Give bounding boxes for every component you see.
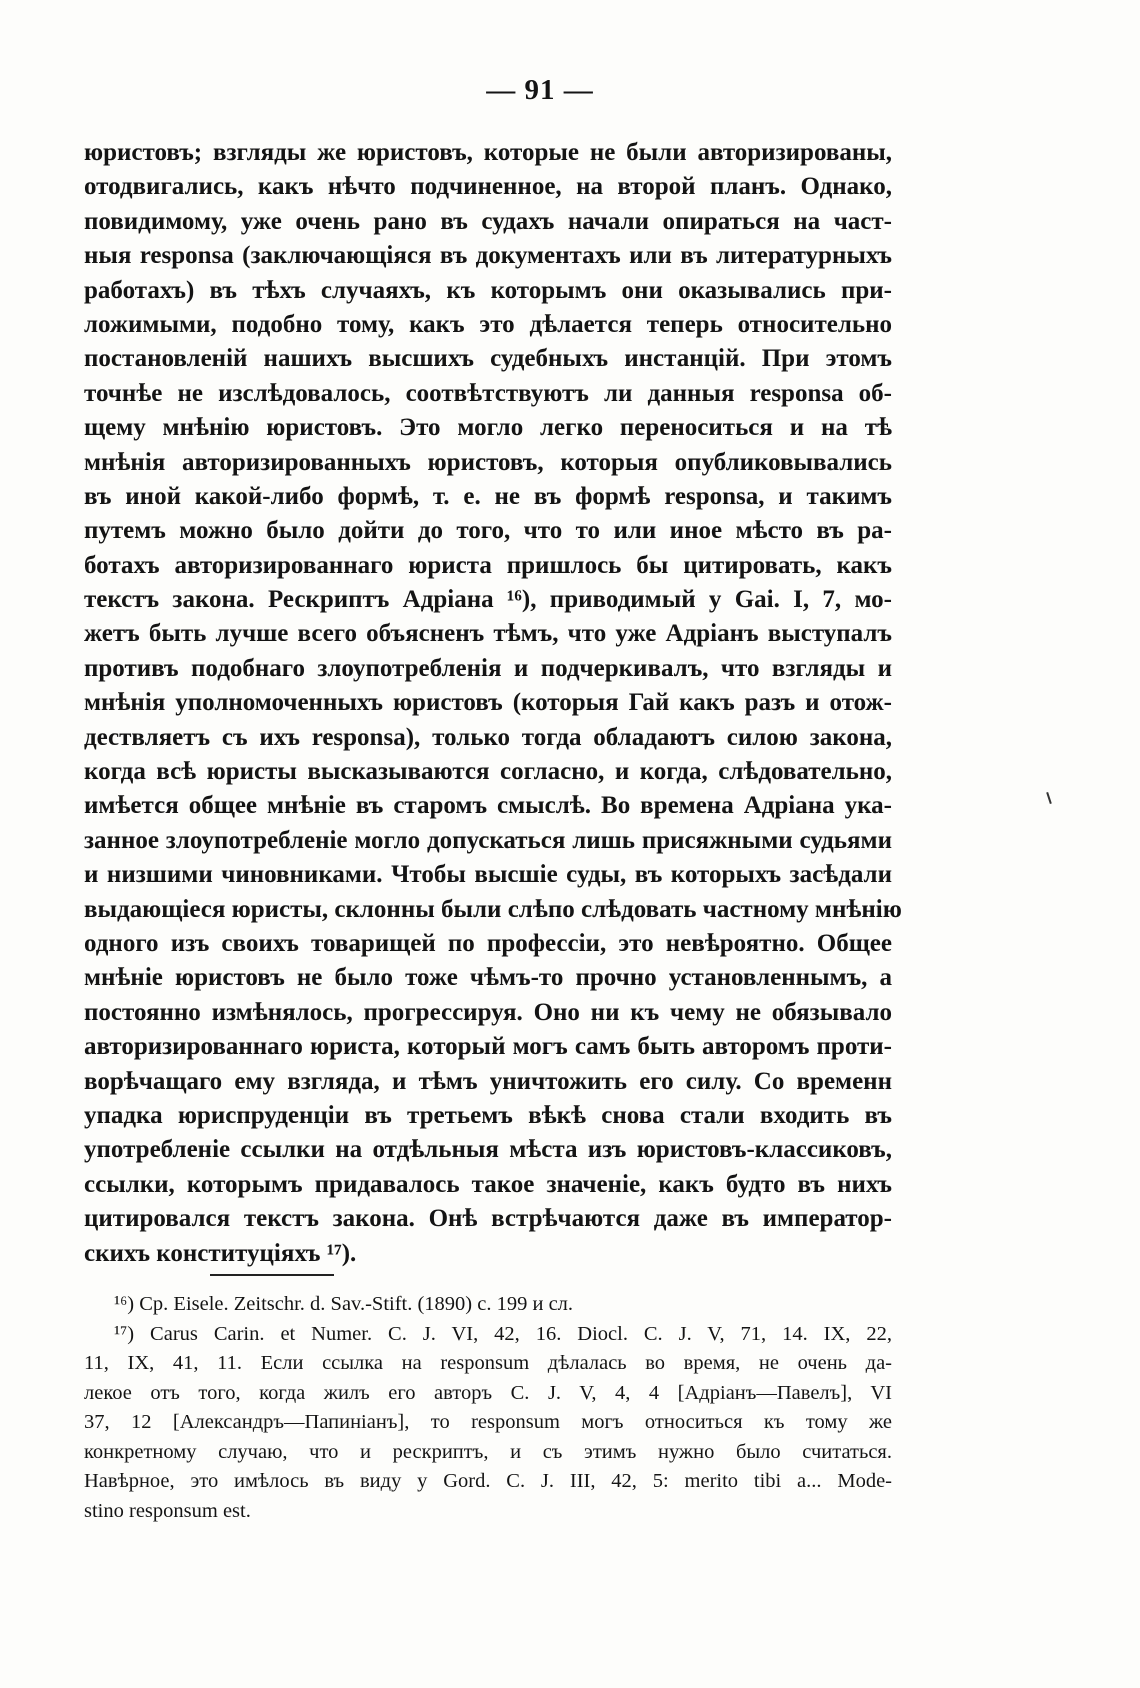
- text-line: цитировался текстъ закона. Онѣ встрѣчаются даже въ император-: [84, 1205, 892, 1233]
- footnote-line: лекое отъ того, когда жилъ его авторъ C. J. V, 4, 4 [Адріанъ—Павелъ], VI: [84, 1381, 892, 1404]
- text-line: занное злоупотребленіе могло допускаться лишь присяжными судьями: [84, 826, 892, 854]
- page-number: — 91 —: [486, 74, 594, 106]
- text-line: путемъ можно было дойти до того, что то или иное мѣсто въ ра-: [84, 517, 892, 545]
- margin-mark: [1046, 792, 1052, 804]
- text-line: выдающіеся юристы, склонны были слѣпо слѣдовать частному мнѣнію: [84, 895, 902, 923]
- main-text: [84, 136, 902, 1271]
- footnote-16: ¹⁶) Cp. Eisele. Zeitschr. d. Sav.-Stift. (1890) с. 199 и сл.: [114, 1293, 574, 1315]
- text-line: мнѣнія авторизированныхъ юристовъ, которыя опубликовывались: [84, 448, 892, 476]
- footnote-line: Навѣрное, это имѣлось въ виду у Gord. C. J. III, 42, 5: merito tibi a... Mode-: [84, 1470, 892, 1492]
- footnote-17: ¹⁷) Carus Carin. et Numer. C. J. VI, 42, 16. Diocl. C. J. V, 71, 14. IX, 22,: [114, 1322, 892, 1345]
- text-line: когда всѣ юристы высказываются согласно, и когда, слѣдовательно,: [84, 758, 892, 786]
- footnote-line: stino responsum est.: [84, 1499, 251, 1522]
- text-line: ворѣчащаго ему взгляда, и тѣмъ уничтожить его силу. Со временн: [84, 1067, 892, 1095]
- text-line: постановленій нашихъ высшихъ судебныхъ инстанцій. При этомъ: [84, 345, 892, 373]
- text-line: противъ подобнаго злоупотребленія и подчеркивалъ, что взгляды и: [84, 654, 892, 682]
- text-line: дествляетъ съ ихъ responsa), только тогда обладаютъ силою закона,: [84, 723, 892, 751]
- footnote-line: конкретному случаю, что и рескриптъ, и съ этимъ нужно было считаться.: [84, 1440, 892, 1463]
- text-line: работахъ) въ тѣхъ случаяхъ, къ которымъ они оказывались при-: [84, 276, 892, 304]
- text-line: отодвигались, какъ нѣчто подчиненное, на второй планъ. Однако,: [84, 173, 892, 201]
- text-line: ложимыми, подобно тому, какъ это дѣлается теперь относительно: [84, 310, 892, 338]
- text-line: и низшими чиновниками. Чтобы высшіе суды, въ которыхъ засѣдали: [84, 861, 892, 889]
- text-line: повидимому, уже очень рано въ судахъ начали опираться на част-: [84, 207, 892, 235]
- text-line: одного изъ своихъ товарищей по профессіи, это невѣроятно. Общее: [84, 929, 892, 957]
- text-line: текстъ закона. Рескриптъ Адріана ¹⁶), приводимый у Gai. I, 7, мо-: [84, 586, 892, 614]
- footnote-line: 37, 12 [Александръ—Папиніанъ], то responsum могъ относиться къ тому же: [84, 1411, 892, 1433]
- text-line: постоянно измѣнялось, прогрессируя. Оно ни къ чему не обязывало: [84, 998, 892, 1026]
- text-line: юристовъ; взгляды же юристовъ, которые не были авторизированы,: [84, 139, 892, 166]
- text-line: имѣется общее мнѣніе въ старомъ смыслѣ. Во времена Адріана ука-: [84, 792, 892, 820]
- footnote-line: 11, IX, 41, 11. Если ссылка на responsum дѣлалась во время, не очень да-: [84, 1352, 892, 1374]
- text-line: мнѣніе юристовъ не было тоже чѣмъ-то прочно установленнымъ, а: [84, 964, 892, 992]
- text-line: щему мнѣнію юристовъ. Это могло легко переноситься и на тѣ: [84, 414, 892, 442]
- text-line: ботахъ авторизированнаго юриста пришлось бы цитировать, какъ: [84, 551, 892, 579]
- text-line: упадка юриспруденціи въ третьемъ вѣкѣ снова стали входить въ: [84, 1101, 892, 1129]
- text-line: авторизированнаго юриста, который могъ самъ быть авторомъ проти-: [84, 1033, 892, 1061]
- footnotes: [84, 1290, 892, 1526]
- text-line: скихъ конституціяхъ ¹⁷).: [84, 1239, 357, 1267]
- text-line: ныя responsa (заключающіяся въ документахъ или въ литературныхъ: [84, 242, 892, 270]
- text-line: жетъ быть лучше всего объясненъ тѣмъ, что уже Адріанъ выступалъ: [84, 620, 892, 648]
- text-line: точнѣе не изслѣдовалось, соотвѣтствуютъ ли данныя responsa об-: [84, 379, 892, 407]
- text-line: мнѣнія уполномоченныхъ юристовъ (которыя Гай какъ разъ и отож-: [84, 689, 892, 717]
- text-line: въ иной какой-либо формѣ, т. е. не въ формѣ responsa, и такимъ: [84, 482, 892, 510]
- text-line: употребленіе ссылки на отдѣльныя мѣста изъ юристовъ-классиковъ,: [84, 1136, 892, 1164]
- text-line: ссылки, которымъ придавалось такое значеніе, какъ будто въ нихъ: [84, 1170, 892, 1198]
- footnote-divider: [210, 1274, 334, 1276]
